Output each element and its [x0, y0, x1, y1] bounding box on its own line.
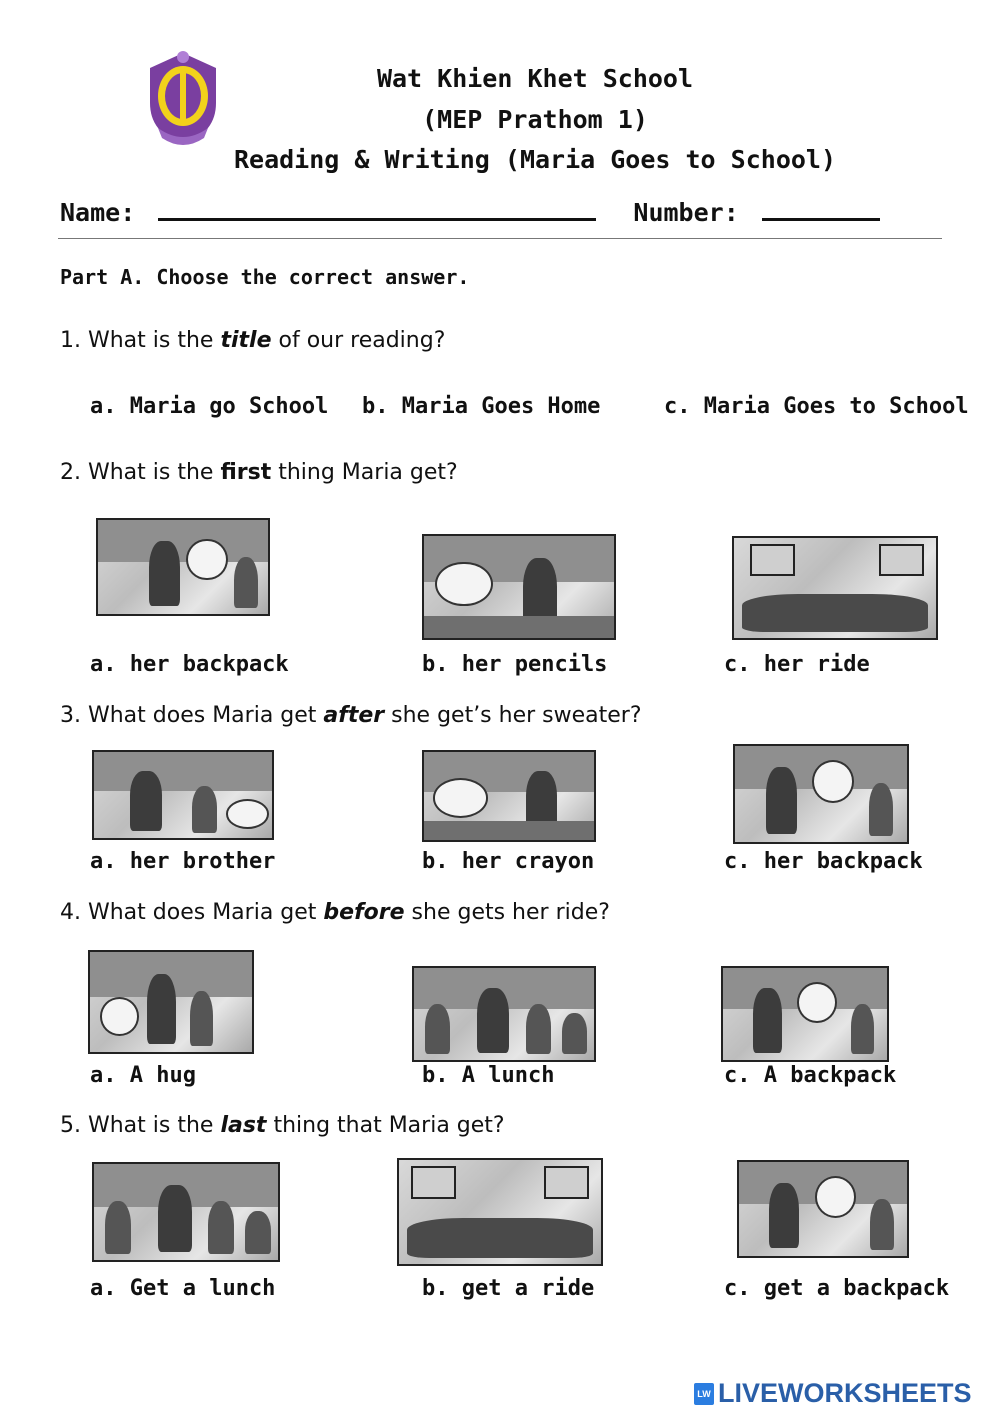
q1-option-c[interactable]: c. Maria Goes to School	[664, 394, 969, 419]
q5-picture-b-ride[interactable]	[397, 1158, 603, 1266]
question-3-keyword: after	[323, 703, 385, 728]
liveworksheets-logo	[694, 1378, 972, 1409]
q1-option-b[interactable]: b. Maria Goes Home	[362, 394, 601, 419]
q5-option-c[interactable]: c. get a backpack	[724, 1276, 950, 1301]
question-5-keyword: last	[220, 1113, 267, 1138]
name-label: Name:	[60, 198, 136, 227]
name-field[interactable]	[158, 196, 596, 221]
header-divider	[58, 238, 942, 239]
question-3	[60, 703, 642, 728]
question-4-keyword: before	[323, 900, 405, 925]
q3-picture-a-brother[interactable]	[92, 750, 274, 840]
q2-picture-c-ride[interactable]	[732, 536, 938, 640]
q3-option-b[interactable]: b. her crayon	[422, 849, 595, 874]
q5-picture-c-backpack[interactable]	[737, 1160, 909, 1258]
q4-option-c[interactable]: c. A backpack	[724, 1063, 897, 1088]
question-5	[60, 1113, 505, 1138]
q4-option-a[interactable]: a. A hug	[90, 1063, 196, 1088]
q4-picture-c-backpack[interactable]	[721, 966, 889, 1062]
question-4	[60, 900, 610, 925]
number-label: Number:	[633, 198, 739, 227]
q2-picture-a-backpack[interactable]	[96, 518, 270, 616]
brand-live: LIVE	[718, 1378, 779, 1408]
question-4-text-end: she gets her ride?	[404, 900, 610, 925]
question-1	[60, 328, 445, 353]
worksheet-subject: Reading & Writing (Maria Goes to School)	[233, 145, 837, 174]
question-1-text: 1. What is the	[60, 328, 221, 353]
q3-option-c[interactable]: c. her backpack	[724, 849, 923, 874]
question-3-text-end: she get’s her sweater?	[384, 703, 642, 728]
question-2	[60, 460, 458, 485]
q5-option-b[interactable]: b. get a ride	[422, 1276, 595, 1301]
question-2-text-end: thing Maria get?	[271, 460, 458, 485]
q3-picture-b-crayon[interactable]	[422, 750, 596, 842]
q2-option-b[interactable]: b. her pencils	[422, 652, 608, 677]
brand-worksheets: WORKSHEETS	[778, 1378, 972, 1408]
q4-picture-a-hug[interactable]	[88, 950, 254, 1054]
program-name: (MEP Prathom 1)	[422, 105, 648, 134]
liveworksheets-box-icon: LW	[694, 1383, 714, 1405]
question-4-text: 4. What does Maria get	[60, 900, 324, 925]
q1-option-a[interactable]: a. Maria go School	[90, 394, 329, 419]
part-a-title: Part A. Choose the correct answer.	[60, 265, 470, 289]
q2-option-c[interactable]: c. her ride	[724, 652, 870, 677]
q3-option-a[interactable]: a. her brother	[90, 849, 276, 874]
question-3-text: 3. What does Maria get	[60, 703, 324, 728]
question-1-keyword: title	[220, 328, 272, 353]
q2-option-a[interactable]: a. her backpack	[90, 652, 289, 677]
question-5-text-end: thing that Maria get?	[266, 1113, 505, 1138]
question-5-text: 5. What is the	[60, 1113, 221, 1138]
q2-picture-b-pencils[interactable]	[422, 534, 616, 640]
question-1-text-end: of our reading?	[271, 328, 446, 353]
q3-picture-c-backpack[interactable]	[733, 744, 909, 844]
q5-option-a[interactable]: a. Get a lunch	[90, 1276, 276, 1301]
question-2-text: 2. What is the	[60, 460, 221, 485]
question-2-keyword: first	[220, 460, 272, 485]
q4-option-b[interactable]: b. A lunch	[422, 1063, 555, 1088]
q4-picture-b-lunch[interactable]	[412, 966, 596, 1062]
q5-picture-a-lunch[interactable]	[92, 1162, 280, 1262]
name-number-row	[60, 196, 880, 227]
number-field[interactable]	[762, 196, 880, 221]
school-name: Wat Khien Khet School	[376, 64, 694, 93]
